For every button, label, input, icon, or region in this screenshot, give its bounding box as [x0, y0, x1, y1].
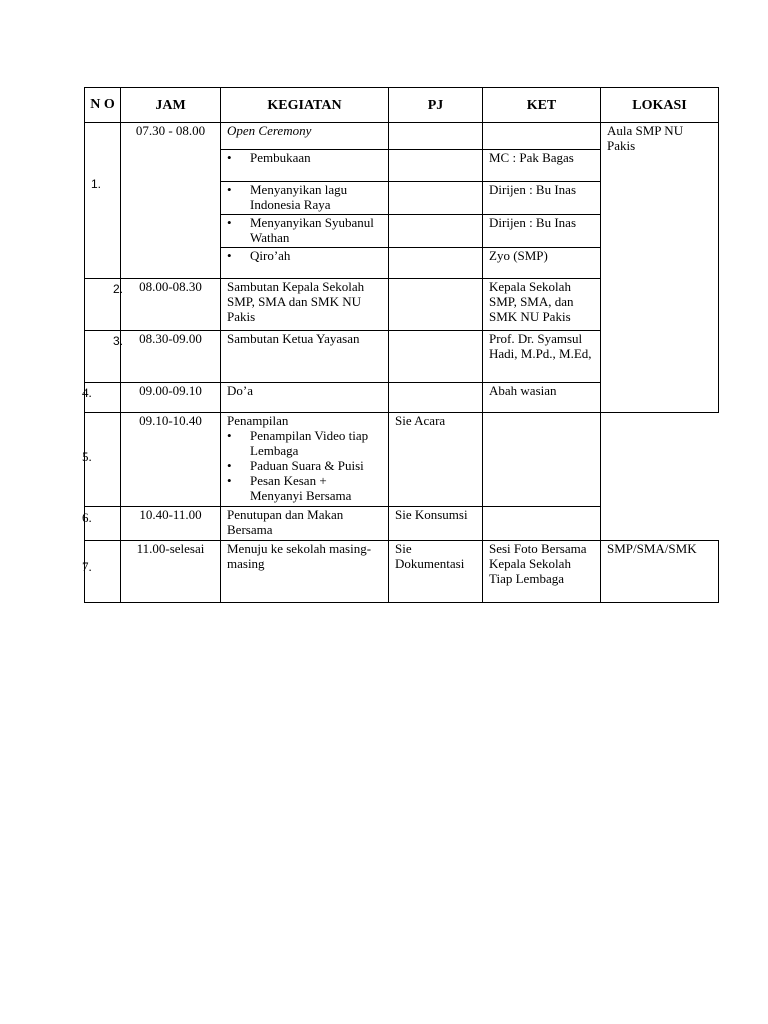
- pj-cell: Sie Konsumsi: [389, 507, 483, 541]
- row-number: 2.: [113, 282, 124, 296]
- ket-cell: Kepala Sekolah SMP, SMA, dan SMK NU Pakis: [483, 279, 601, 331]
- row-number-cell: [85, 123, 121, 279]
- pj-cell: [389, 331, 483, 383]
- pj-cell: Sie Dokumentasi: [389, 541, 483, 603]
- row-number-cell: [82, 413, 121, 507]
- row-number-cell: [85, 331, 124, 383]
- row-number: 7.: [82, 559, 92, 574]
- row-number: 6.: [82, 510, 92, 525]
- header-ket: KET: [483, 88, 601, 123]
- ket-cell: Zyo (SMP): [483, 248, 601, 279]
- list-item: • Penampilan Video tiap Lembaga: [227, 428, 382, 458]
- ket-cell: Dirijen : Bu Inas: [483, 182, 601, 215]
- row-number: 3.: [113, 334, 124, 348]
- pj-cell: Sie Acara: [389, 413, 483, 507]
- list-item: • Paduan Suara & Puisi: [227, 458, 382, 473]
- list-item: • Pembukaan: [227, 150, 382, 165]
- pj-cell: [389, 279, 483, 331]
- activity-title: Penampilan: [227, 413, 289, 428]
- time-cell: 11.00-selesai: [121, 541, 221, 603]
- time-cell: 09.10-10.40: [121, 413, 221, 507]
- ket-cell: Abah wasian: [483, 383, 601, 413]
- ket-cell: Dirijen : Bu Inas: [483, 215, 601, 248]
- pj-cell: [389, 123, 483, 150]
- schedule-table: [84, 87, 719, 603]
- ket-cell: [483, 413, 601, 507]
- list-item: • Menyanyikan lagu Indonesia Raya: [227, 182, 382, 212]
- location-cell: Aula SMP NU Pakis: [601, 123, 719, 413]
- row-number-cell: [85, 279, 124, 331]
- activity-cell: Do’a: [221, 383, 389, 413]
- time-cell: 10.40-11.00: [121, 507, 221, 541]
- row-number: 4.: [82, 385, 92, 400]
- time-cell: 09.00-09.10: [121, 383, 221, 413]
- ket-cell: [483, 507, 601, 541]
- pj-cell: [389, 150, 483, 182]
- activity-cell: Sambutan Ketua Yayasan: [221, 331, 389, 383]
- ket-cell: MC : Pak Bagas: [483, 150, 601, 182]
- header-no: N O: [85, 88, 121, 123]
- header-jam: JAM: [121, 88, 221, 123]
- table-row: [85, 413, 719, 507]
- ket-cell: Prof. Dr. Syamsul Hadi, M.Pd., M.Ed,: [483, 331, 601, 383]
- table-row: [85, 507, 719, 541]
- ket-cell: Sesi Foto Bersama Kepala Sekolah Tiap Lembaga: [483, 541, 601, 603]
- activity-cell: [221, 182, 389, 215]
- row-number-cell: [82, 507, 121, 541]
- pj-cell: [389, 182, 483, 215]
- activity-cell: Sambutan Kepala Sekolah SMP, SMA dan SMK NU Pakis: [221, 279, 389, 331]
- table-row: [85, 541, 719, 603]
- activity-cell: Menuju ke sekolah masing-masing: [221, 541, 389, 603]
- list-item: • Menyanyikan Syubanul Wathan: [227, 215, 382, 245]
- header-pj: PJ: [389, 88, 483, 123]
- row-number: 1.: [91, 177, 102, 191]
- pj-cell: [389, 215, 483, 248]
- location-cell: SMP/SMA/SMK: [601, 541, 719, 603]
- pj-cell: [389, 383, 483, 413]
- header-lokasi: LOKASI: [601, 88, 719, 123]
- activity-cell: Penutupan dan Makan Bersama: [221, 507, 389, 541]
- table-row: [85, 123, 719, 150]
- row-number: 5.: [82, 449, 92, 464]
- time-cell: 07.30 - 08.00: [121, 123, 221, 279]
- activity-cell: [221, 215, 389, 248]
- row-number-cell: [82, 383, 121, 413]
- list-item: • Pesan Kesan + Menyanyi Bersama: [227, 473, 382, 503]
- activity-cell: [221, 413, 389, 507]
- list-item: • Qiro’ah: [227, 248, 382, 263]
- time-cell: 08.30-09.00: [121, 331, 221, 383]
- ket-cell: [483, 123, 601, 150]
- activity-title: Open Ceremony: [221, 123, 389, 150]
- activity-cell: [221, 248, 389, 279]
- time-cell: 08.00-08.30: [121, 279, 221, 331]
- header-kegiatan: KEGIATAN: [221, 88, 389, 123]
- row-number-cell: [82, 541, 121, 603]
- pj-cell: [389, 248, 483, 279]
- header-row: [85, 88, 719, 123]
- activity-cell: [221, 150, 389, 182]
